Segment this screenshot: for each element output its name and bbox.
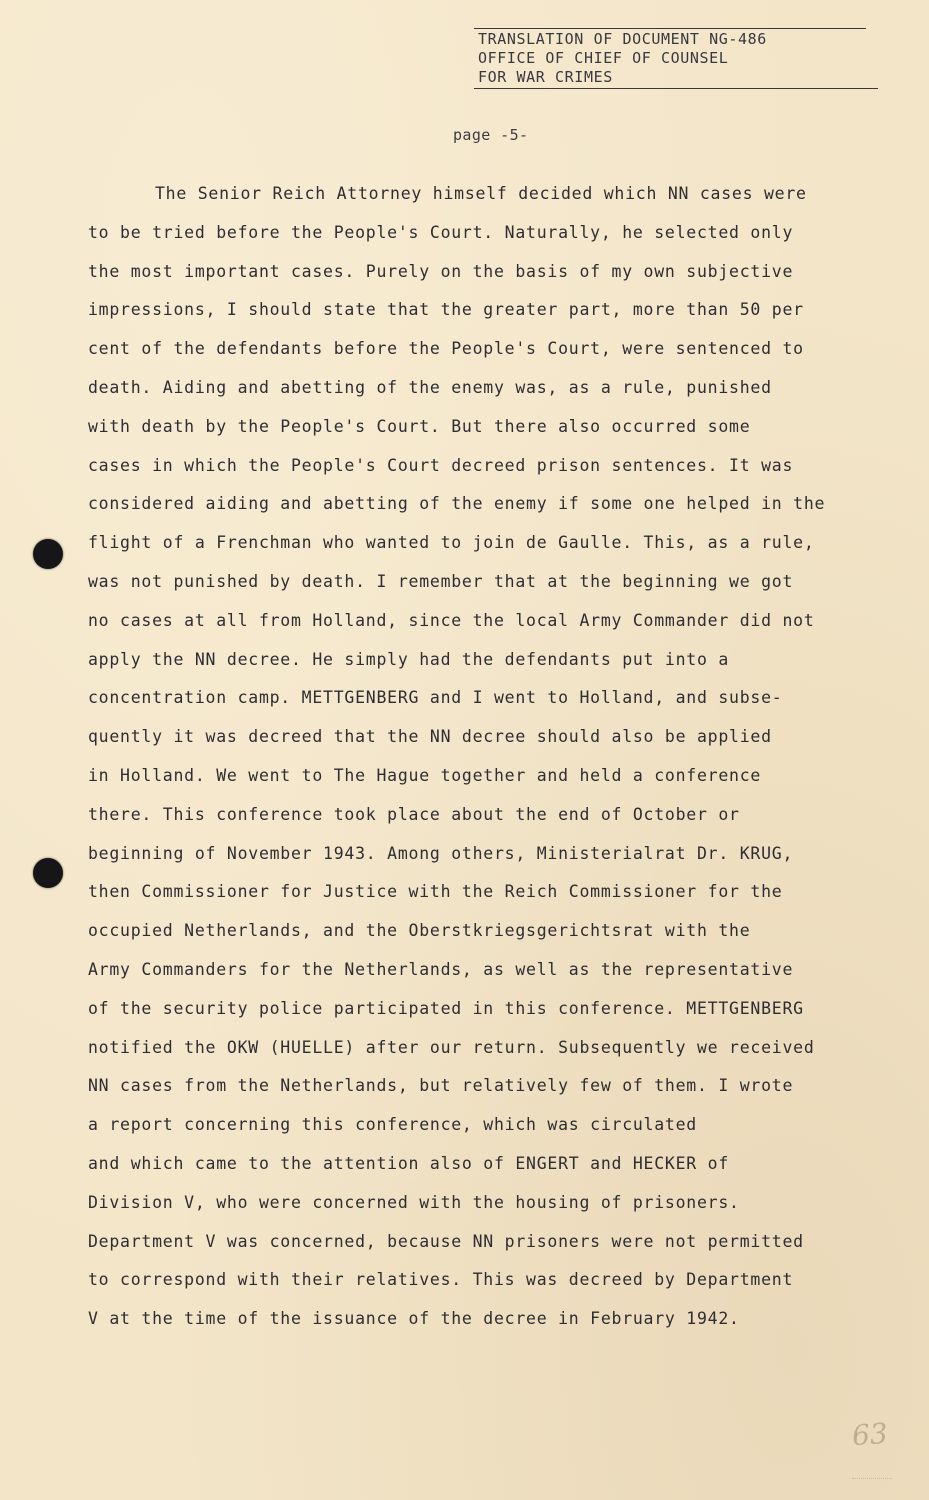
body-line-19: then Commissioner for Justice with the Reich Commissioner for the bbox=[88, 882, 783, 902]
body-line-13: apply the NN decree. He simply had the defendants put into a bbox=[88, 649, 730, 669]
body-line-30: V at the time of the issuance of the decree in February 1942. bbox=[88, 1309, 740, 1329]
body-line-15: quently it was decreed that the NN decree should also be applied bbox=[88, 727, 772, 747]
header-rule-bottom bbox=[474, 88, 878, 89]
punch-hole-upper bbox=[33, 539, 63, 569]
body-line-4: impressions, I should state that the greater part, more than 50 per bbox=[88, 300, 804, 320]
header-line-2: OFFICE OF CHIEF OF COUNSEL bbox=[478, 49, 729, 67]
body-line-2: to be tried before the People's Court. Naturally, he selected only bbox=[88, 222, 794, 242]
header-rule-top bbox=[474, 28, 866, 29]
body-line-17: there. This conference took place about the end of October or bbox=[88, 804, 740, 824]
body-line-23: notified the OKW (HUELLE) after our return. Subsequently we received bbox=[88, 1037, 815, 1057]
body-text bbox=[88, 183, 888, 1347]
body-line-10: flight of a Frenchman who wanted to join de Gaulle. This, as a rule, bbox=[88, 533, 815, 553]
body-line-1: The Senior Reich Attorney himself decided which NN cases were bbox=[155, 184, 807, 203]
body-line-26: and which came to the attention also of ENGERT and HECKER of bbox=[88, 1153, 730, 1173]
body-line-5: cent of the defendants before the People's Court, were sentenced to bbox=[88, 339, 804, 359]
header-line-1: TRANSLATION OF DOCUMENT NG-486 bbox=[478, 30, 767, 48]
handwritten-page-mark: 63 bbox=[850, 1416, 889, 1453]
body-line-22: of the security police participated in this conference. METTGENBERG bbox=[88, 998, 804, 1018]
body-line-18: beginning of November 1943. Among others, Ministerialrat Dr. KRUG, bbox=[88, 843, 794, 863]
body-line-28: Department V was concerned, because NN prisoners were not permitted bbox=[88, 1231, 804, 1251]
body-line-20: occupied Netherlands, and the Oberstkriegsgerichtsrat with the bbox=[88, 921, 751, 941]
body-line-9: considered aiding and abetting of the enemy if some one helped in the bbox=[88, 494, 826, 514]
body-line-27: Division V, who were concerned with the housing of prisoners. bbox=[88, 1192, 740, 1212]
body-line-24: NN cases from the Netherlands, but relatively few of them. I wrote bbox=[88, 1076, 794, 1096]
body-line-3: the most important cases. Purely on the basis of my own subjective bbox=[88, 261, 794, 281]
body-line-25: a report concerning this conference, which was circulated bbox=[88, 1115, 697, 1135]
header-line-3: FOR WAR CRIMES bbox=[478, 68, 613, 86]
body-line-16: in Holland. We went to The Hague together and held a conference bbox=[88, 765, 762, 785]
pencil-smudge bbox=[852, 1462, 892, 1479]
punch-hole-lower bbox=[33, 858, 63, 888]
body-line-7: with death by the People's Court. But there also occurred some bbox=[88, 416, 751, 436]
body-line-14: concentration camp. METTGENBERG and I went to Holland, and subse- bbox=[88, 688, 783, 708]
page-number: page -5- bbox=[453, 126, 529, 144]
body-line-11: was not punished by death. I remember that at the beginning we got bbox=[88, 571, 794, 591]
body-line-6: death. Aiding and abetting of the enemy was, as a rule, punished bbox=[88, 377, 772, 397]
body-line-21: Army Commanders for the Netherlands, as well as the representative bbox=[88, 959, 794, 979]
body-line-12: no cases at all from Holland, since the local Army Commander did not bbox=[88, 610, 815, 630]
body-line-29: to correspond with their relatives. This was decreed by Department bbox=[88, 1270, 794, 1290]
body-line-8: cases in which the People's Court decreed prison sentences. It was bbox=[88, 455, 794, 475]
